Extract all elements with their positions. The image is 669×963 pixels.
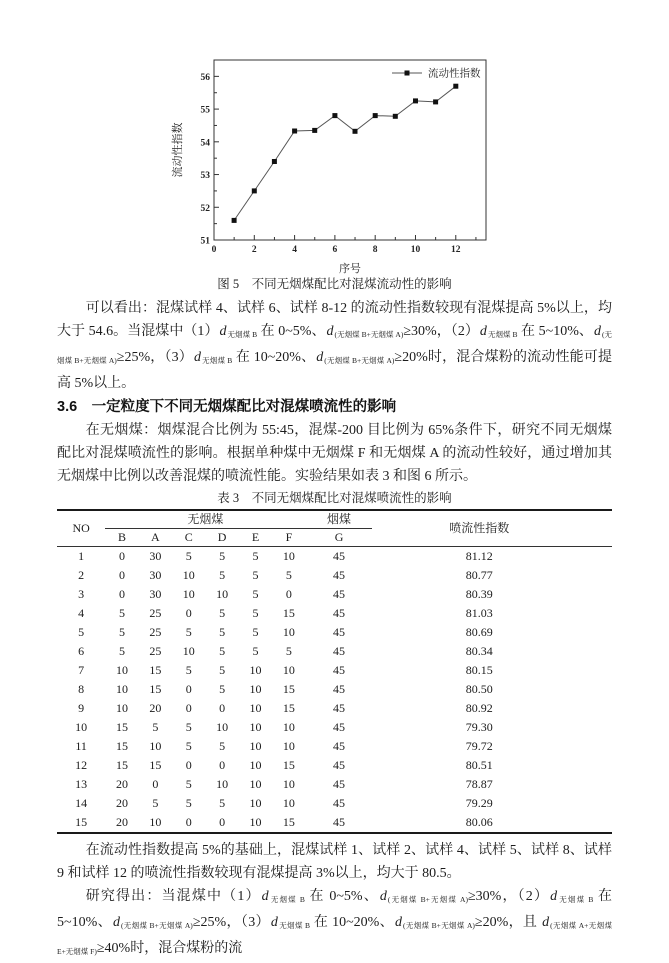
table-cell: 10	[249, 682, 262, 696]
table-cell: 45	[333, 625, 346, 639]
text-run: ≥20%，且	[474, 915, 542, 930]
table-cell: 15	[149, 663, 162, 677]
table-cell: 0	[219, 815, 226, 829]
text-run: ≥20%时，混合煤粉的流动性能可提高 5%以上。	[57, 350, 612, 391]
table-cell: 7	[78, 663, 85, 677]
col-header-b: B	[105, 529, 138, 547]
table-cell: 5	[219, 644, 226, 658]
variable-subscript: 无烟煤 B	[487, 330, 518, 339]
table-cell: 45	[333, 606, 346, 620]
table-cell: 5	[252, 625, 259, 639]
table-row	[57, 813, 612, 833]
table-cell: 80.34	[465, 644, 493, 658]
text-run: 在 0~5%、	[304, 889, 379, 904]
table-cell: 15	[282, 682, 295, 696]
table-cell: 20	[115, 815, 128, 829]
table-cell: 20	[115, 777, 128, 791]
table-cell: 10	[249, 796, 262, 810]
table-row	[57, 737, 612, 756]
svg-text:8: 8	[372, 245, 378, 255]
text-run: ≥25%，（3）	[192, 915, 270, 930]
variable-d: d	[379, 889, 387, 904]
table-cell: 14	[75, 796, 88, 810]
table-cell: 5	[252, 568, 259, 582]
table-cell: 10	[115, 682, 128, 696]
table-cell: 9	[78, 701, 85, 715]
col-group-bituminous: 烟煤	[306, 510, 373, 529]
table-cell: 5	[185, 777, 192, 791]
table-cell: 15	[149, 758, 162, 772]
table-cell: 5	[285, 568, 292, 582]
table-cell: 5	[118, 644, 125, 658]
table-cell: 10	[282, 739, 295, 753]
table-cell: 10	[216, 777, 229, 791]
table-cell: 5	[252, 606, 259, 620]
table-cell: 5	[219, 739, 226, 753]
table-cell: 10	[249, 758, 262, 772]
table-cell: 45	[333, 663, 346, 677]
table-cell: 10	[216, 587, 229, 601]
table-cell: 15	[282, 701, 295, 715]
table-cell: 20	[149, 701, 162, 715]
variable-d: d	[316, 350, 324, 365]
table-cell: 80.77	[465, 568, 493, 582]
variable-d: d	[479, 324, 487, 339]
table-cell: 11	[75, 739, 87, 753]
text-run: ≥25%，（3）	[116, 350, 193, 365]
table-cell: 0	[185, 701, 192, 715]
variable-subscript: (无烟煤 B+无烟煤 A)	[120, 921, 193, 930]
table-cell: 45	[333, 777, 346, 791]
text-run: ≥40%时，混合煤粉的流	[96, 941, 243, 956]
table-cell: 80.50	[465, 682, 493, 696]
table-cell: 10	[249, 739, 262, 753]
col-header-no: NO	[57, 510, 105, 547]
table-row	[57, 566, 612, 585]
variable-subscript: 无烟煤 B	[227, 330, 258, 339]
variable-d: d	[395, 915, 403, 930]
table-cell: 10	[282, 796, 295, 810]
table-cell: 10	[115, 663, 128, 677]
table-cell: 10	[282, 549, 295, 563]
table-cell: 15	[115, 720, 128, 734]
table-cell: 45	[333, 758, 346, 772]
table-cell: 5	[185, 549, 192, 563]
col-header-g: G	[306, 529, 373, 547]
variable-d: d	[550, 889, 558, 904]
table-cell: 0	[152, 777, 159, 791]
table-cell: 78.87	[465, 777, 493, 791]
variable-subscript: 无烟煤 B	[278, 921, 311, 930]
table-cell: 10	[149, 739, 162, 753]
table-cell: 12	[75, 758, 88, 772]
paragraph-sprayability-result: 在流动性指数提高 5%的基础上，混煤试样 1、试样 2、试样 4、试样 5、试样 8、试样 9 和试样 12 的喷流性指数较现有混煤提高 3%以上，均大于 80.5。	[57, 843, 612, 881]
svg-text:2: 2	[251, 245, 257, 255]
table-cell: 10	[282, 625, 295, 639]
table-cell: 15	[149, 682, 162, 696]
table-cell: 5	[219, 796, 226, 810]
table-cell: 10	[182, 644, 195, 658]
table-cell: 30	[149, 549, 162, 563]
text-run: 在 10~20%、	[310, 915, 395, 930]
text-run: ≥30%，（2）	[403, 324, 479, 339]
table-cell: 45	[333, 739, 346, 753]
table-cell: 5	[219, 682, 226, 696]
table-cell: 5	[78, 625, 85, 639]
table-3-header	[57, 510, 612, 547]
table-cell: 0	[285, 587, 292, 601]
table-row	[57, 775, 612, 794]
text-run: 可以看出：混煤试样 4、试样 6、试样 8-12 的流动性指数较现有混煤提高 5%以上，均大于 54.6。当混煤中（1）	[57, 301, 612, 339]
table-cell: 5	[185, 720, 192, 734]
table-cell: 5	[152, 720, 159, 734]
table-row	[57, 547, 612, 567]
table-cell: 45	[333, 720, 346, 734]
table-cell: 5	[219, 606, 226, 620]
table-cell: 25	[149, 644, 162, 658]
table-cell: 30	[149, 587, 162, 601]
table-cell: 5	[118, 625, 125, 639]
svg-text:10: 10	[410, 245, 420, 255]
table-cell: 81.03	[465, 606, 493, 620]
table-cell: 10	[75, 720, 88, 734]
table-row	[57, 604, 612, 623]
table-cell: 1	[78, 549, 85, 563]
table-cell: 45	[333, 568, 346, 582]
svg-text:序号: 序号	[338, 263, 361, 275]
col-header-spray-index: 喷流性指数	[372, 510, 612, 547]
table-cell: 30	[149, 568, 162, 582]
table-cell: 45	[333, 644, 346, 658]
table-cell: 25	[149, 625, 162, 639]
svg-text:0: 0	[211, 245, 216, 255]
table-cell: 13	[75, 777, 88, 791]
variable-d: d	[542, 915, 550, 930]
table-cell: 5	[185, 796, 192, 810]
col-header-a: A	[139, 529, 172, 547]
table-cell: 5	[252, 644, 259, 658]
table-cell: 0	[219, 701, 226, 715]
table-cell: 5	[152, 796, 159, 810]
table-cell: 10	[216, 720, 229, 734]
table-cell: 10	[249, 701, 262, 715]
table-cell: 10	[282, 720, 295, 734]
table-row	[57, 585, 612, 604]
table-cell: 15	[115, 758, 128, 772]
table-row	[57, 756, 612, 775]
table-cell: 5	[219, 663, 226, 677]
variable-subscript: 无烟煤 B	[269, 895, 305, 904]
table-cell: 45	[333, 587, 346, 601]
table-cell: 0	[185, 758, 192, 772]
variable-subscript: (无烟煤 B+无烟煤 A)	[334, 330, 404, 339]
document-page	[0, 52, 669, 956]
table-cell: 80.15	[465, 663, 493, 677]
table-cell: 8	[78, 682, 85, 696]
text-run: 研究得出：当混煤中（1）	[85, 889, 261, 904]
table-cell: 5	[185, 663, 192, 677]
text-run: 在 10~20%、	[232, 350, 316, 365]
table-cell: 5	[252, 587, 259, 601]
svg-text:56: 56	[200, 72, 210, 83]
table-cell: 0	[185, 682, 192, 696]
table-cell: 5	[219, 625, 226, 639]
col-header-d: D	[205, 529, 238, 547]
table-cell: 79.72	[465, 739, 493, 753]
fluidity-line-chart	[170, 52, 500, 276]
table-cell: 45	[333, 682, 346, 696]
table-cell: 4	[78, 606, 85, 620]
col-header-e: E	[239, 529, 272, 547]
table-cell: 81.12	[465, 549, 493, 563]
paragraph-experiment-setup: 在无烟煤：烟煤混合比例为 55:45，混煤-200 目比例为 65%条件下，研究不同无烟煤配比对混煤喷流性的影响。根据单种煤中无烟煤 F 和无烟煤 A 的流动性较好，通过增加其无烟煤中比例以改善混煤的喷流性能。实验结果如表 3 和图 6 所示。	[57, 423, 612, 484]
table-cell: 2	[78, 568, 85, 582]
table-3	[57, 509, 612, 834]
text-run: 在 0~5%、	[257, 324, 326, 339]
table-cell: 45	[333, 815, 346, 829]
table-cell: 10	[182, 587, 195, 601]
variable-d: d	[270, 915, 278, 930]
table-cell: 10	[149, 815, 162, 829]
variable-subscript: (无烟煤 B+无烟煤 A)	[57, 330, 613, 365]
table-cell: 15	[282, 815, 295, 829]
table-cell: 10	[182, 568, 195, 582]
table-row	[57, 794, 612, 813]
svg-text:52: 52	[200, 203, 210, 214]
table-cell: 3	[78, 587, 85, 601]
table-row	[57, 661, 612, 680]
col-header-c: C	[172, 529, 205, 547]
variable-subscript: (无烟煤 B+无烟煤 A)	[403, 921, 475, 930]
table-cell: 80.69	[465, 625, 493, 639]
table-cell: 45	[333, 549, 346, 563]
figure-5-caption: 图 5 不同无烟煤配比对混煤流动性的影响	[217, 277, 452, 291]
svg-text:4: 4	[291, 245, 297, 255]
table-cell: 5	[219, 549, 226, 563]
table-cell: 80.92	[465, 701, 493, 715]
svg-text:54: 54	[200, 138, 210, 149]
table-cell: 0	[185, 606, 192, 620]
table-cell: 20	[115, 796, 128, 810]
table-row	[57, 642, 612, 661]
paragraph-research-conclusion	[57, 885, 612, 963]
variable-d: d	[593, 324, 601, 339]
svg-text:55: 55	[200, 105, 210, 116]
text-run: 在 5~10%、	[517, 324, 593, 339]
table-cell: 79.30	[465, 720, 493, 734]
section-heading-3-6: 3.6 一定粒度下不同无烟煤配比对混煤喷流性的影响	[57, 399, 397, 415]
table-cell: 10	[249, 777, 262, 791]
table-row	[57, 623, 612, 642]
table-cell: 0	[118, 549, 125, 563]
table-cell: 0	[118, 568, 125, 582]
table-cell: 15	[115, 739, 128, 753]
variable-d: d	[326, 324, 334, 339]
table-row	[57, 680, 612, 699]
variable-subscript: 无烟煤 B	[558, 895, 594, 904]
svg-text:12: 12	[450, 245, 461, 255]
table-cell: 80.51	[465, 758, 493, 772]
page-content	[0, 52, 669, 963]
table-cell: 0	[118, 587, 125, 601]
text-run: 在 5~10%、	[57, 889, 612, 930]
svg-text:51: 51	[200, 236, 210, 247]
table-cell: 5	[185, 739, 192, 753]
svg-text:流动性指数: 流动性指数	[171, 122, 184, 178]
table-cell: 10	[115, 701, 128, 715]
table-cell: 80.06	[465, 815, 493, 829]
variable-subscript: (无烟煤 B+无烟煤 A)	[387, 895, 468, 904]
table-cell: 15	[282, 758, 295, 772]
table-cell: 6	[78, 644, 85, 658]
table-cell: 10	[249, 663, 262, 677]
variable-subscript: (无烟煤 A+无烟煤 E+无烟煤 F)	[57, 921, 612, 956]
table-cell: 80.39	[465, 587, 493, 601]
variable-d: d	[193, 350, 201, 365]
table-cell: 10	[282, 663, 295, 677]
figure-5	[170, 52, 500, 292]
variable-d: d	[112, 915, 120, 930]
table-cell: 5	[285, 644, 292, 658]
table-cell: 25	[149, 606, 162, 620]
table-cell: 79.29	[465, 796, 493, 810]
table-cell: 15	[75, 815, 88, 829]
table-3-body	[57, 547, 612, 834]
col-group-anthracite: 无烟煤	[105, 510, 305, 529]
table-cell: 5	[118, 606, 125, 620]
table-cell: 5	[185, 625, 192, 639]
table-cell: 5	[252, 549, 259, 563]
table-cell: 5	[219, 568, 226, 582]
table-3-caption: 表 3 不同无烟煤配比对混煤喷流性的影响	[217, 491, 452, 505]
table-cell: 15	[282, 606, 295, 620]
table-cell: 10	[249, 815, 262, 829]
variable-d: d	[261, 889, 269, 904]
variable-subscript: 无烟煤 B	[201, 356, 233, 365]
table-row	[57, 718, 612, 737]
table-cell: 45	[333, 796, 346, 810]
table-cell: 45	[333, 701, 346, 715]
variable-d: d	[219, 324, 227, 339]
table-cell: 10	[249, 720, 262, 734]
table-row	[57, 699, 612, 718]
variable-subscript: (无烟煤 B+无烟煤 A)	[324, 356, 395, 365]
svg-text:6: 6	[332, 245, 337, 255]
paragraph-fluidity-conclusion	[57, 297, 612, 395]
svg-text:流动性指数: 流动性指数	[427, 68, 480, 80]
table-cell: 0	[219, 758, 226, 772]
table-cell: 0	[185, 815, 192, 829]
svg-text:53: 53	[200, 171, 210, 182]
text-run: ≥30%，（2）	[467, 889, 550, 904]
col-header-f: F	[272, 529, 305, 547]
table-cell: 10	[282, 777, 295, 791]
